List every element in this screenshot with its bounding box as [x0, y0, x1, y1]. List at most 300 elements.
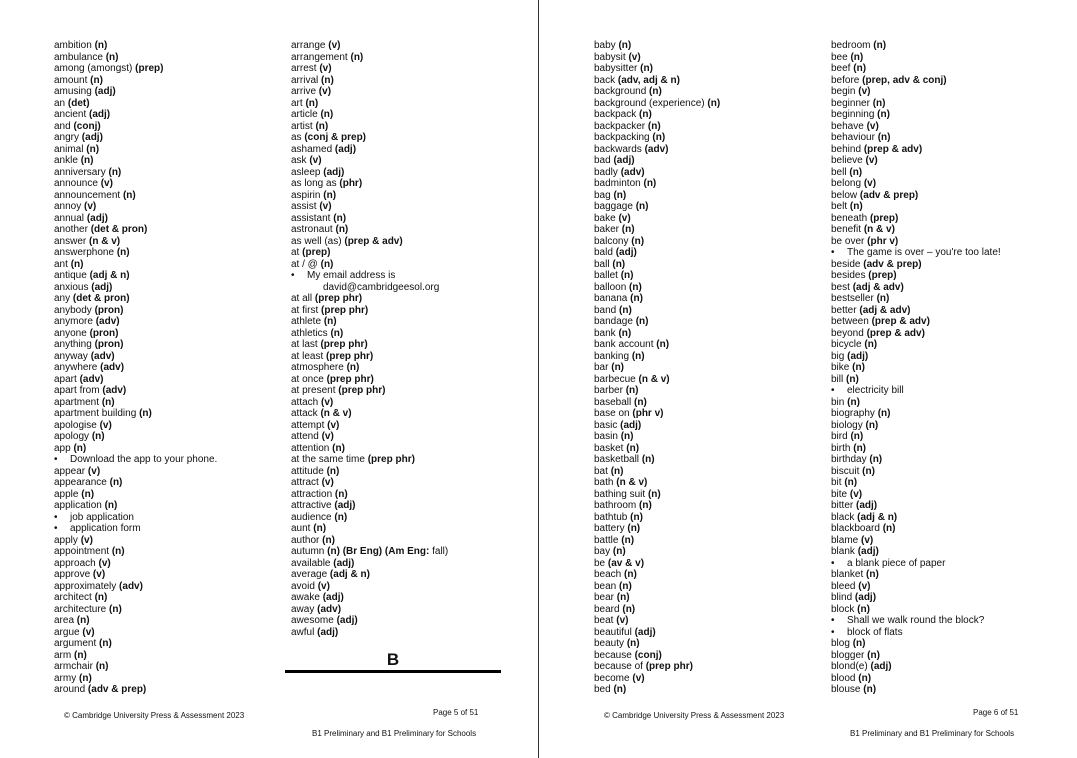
- word-entry: [54, 362, 217, 374]
- headword: at first: [291, 304, 319, 316]
- headword: bath: [594, 477, 614, 488]
- word-entry: [831, 75, 1001, 87]
- part-of-speech: (v): [319, 201, 332, 212]
- part-of-speech: (prep phr): [326, 373, 374, 385]
- headword: ask: [291, 155, 307, 166]
- headword: badminton: [594, 178, 641, 189]
- part-of-speech: (n): [334, 488, 348, 500]
- word-entry: [594, 178, 720, 190]
- word-entry: [54, 466, 217, 478]
- word-entry: [291, 86, 448, 98]
- part-of-speech: (v): [858, 86, 871, 97]
- word-entry: [831, 201, 1001, 213]
- word-entry: [831, 638, 1001, 650]
- example-bullet: • application form: [54, 523, 217, 535]
- part-of-speech: (adj): [634, 626, 656, 638]
- example-bullet: • Download the app to your phone.: [54, 454, 217, 466]
- word-entry: [291, 305, 448, 317]
- headword: armchair: [54, 661, 93, 672]
- part-of-speech: (v): [632, 672, 645, 684]
- word-entry: [594, 500, 720, 512]
- word-entry: [831, 420, 1001, 432]
- part-of-speech: (adj & n): [89, 270, 130, 281]
- headword: bin: [831, 396, 845, 408]
- word-entry: [594, 615, 720, 627]
- word-entry: [54, 581, 217, 593]
- part-of-speech: (n): [619, 580, 632, 592]
- part-of-speech: (v): [318, 86, 332, 97]
- part-of-speech: (n): [857, 603, 870, 615]
- part-of-speech: (v): [98, 557, 111, 569]
- word-entry: [831, 213, 1001, 225]
- part-of-speech: (n): [626, 442, 640, 454]
- headword: athletics: [291, 327, 328, 339]
- part-of-speech: (conj): [73, 120, 101, 132]
- word-entry: [291, 443, 448, 455]
- headword: attack: [291, 408, 318, 419]
- word-entry: [54, 109, 217, 121]
- page-right: [540, 0, 1077, 758]
- word-entry: [831, 167, 1001, 179]
- part-of-speech: (v): [866, 120, 879, 132]
- part-of-speech: (n): [882, 523, 896, 534]
- part-of-speech: (adj): [847, 350, 869, 362]
- headword: astronaut: [291, 224, 333, 235]
- word-entry: [831, 121, 1001, 133]
- headword: application: [54, 500, 102, 511]
- headword: blanket: [831, 569, 864, 580]
- part-of-speech: (prep phr): [367, 454, 415, 465]
- example-bullet: • electricity bill: [831, 385, 1001, 397]
- part-of-speech: (n): [622, 603, 636, 615]
- word-entry: [291, 121, 448, 133]
- part-of-speech: (n): [877, 132, 891, 143]
- headword: bestseller: [831, 293, 874, 304]
- part-of-speech: (n): [321, 74, 334, 86]
- part-of-speech: (v): [99, 419, 112, 431]
- headword: as: [291, 132, 302, 143]
- headword: bike: [831, 362, 850, 373]
- headword: asleep: [291, 166, 321, 178]
- example-continuation: david@cambridgeesol.org: [323, 281, 440, 293]
- word-entry: [291, 558, 448, 570]
- word-entry: [54, 546, 217, 558]
- headword: arrest: [291, 63, 317, 74]
- word-entry: [291, 98, 448, 110]
- headword: battery: [594, 523, 625, 534]
- headword: bank account: [594, 339, 654, 350]
- word-entry: [831, 362, 1001, 374]
- footer-title: B1 Preliminary and B1 Preliminary for Schools: [850, 729, 1015, 738]
- part-of-speech: (prep phr): [338, 385, 386, 396]
- part-of-speech: (v): [100, 178, 113, 189]
- word-entry: [54, 213, 217, 225]
- word-entry: [831, 477, 1001, 489]
- headword: announcement: [54, 189, 121, 201]
- headword: belt: [831, 201, 848, 212]
- part-of-speech: (adv): [119, 580, 143, 592]
- headword: attention: [291, 442, 330, 454]
- page-left: [0, 0, 538, 758]
- part-of-speech: (v): [858, 580, 871, 592]
- headword: beginner: [831, 97, 870, 109]
- part-of-speech: (n): [99, 638, 112, 649]
- part-of-speech: (n): [618, 327, 632, 339]
- word-entry: [291, 178, 448, 190]
- part-of-speech: (n): [90, 74, 103, 86]
- headword: blank: [831, 546, 855, 557]
- word-entry: [831, 523, 1001, 535]
- word-entry: [54, 132, 217, 144]
- headword: appear: [54, 465, 86, 477]
- part-of-speech: (n): [625, 385, 639, 396]
- headword: banana: [594, 293, 628, 304]
- word-entry: [594, 408, 720, 420]
- headword: battle: [594, 534, 619, 546]
- part-of-speech: (n): [635, 316, 649, 327]
- word-entry: [54, 684, 217, 696]
- word-entry: [594, 362, 720, 374]
- part-of-speech: (conj): [634, 649, 662, 661]
- word-entry: [831, 454, 1001, 466]
- footer-copyright: © Cambridge University Press & Assessment 2023: [604, 711, 785, 720]
- part-of-speech: (prep phr): [314, 293, 363, 304]
- word-entry: [291, 397, 448, 409]
- word-entry: [594, 75, 720, 87]
- word-entry: [831, 592, 1001, 604]
- headword: begin: [831, 86, 856, 97]
- word-entry: [54, 167, 217, 179]
- word-entry: [594, 661, 720, 673]
- headword: annoy: [54, 201, 82, 212]
- headword: arrange: [291, 40, 326, 51]
- word-entry: [594, 247, 720, 259]
- part-of-speech: (adv): [90, 350, 115, 362]
- headword: anymore: [54, 316, 93, 327]
- word-entry: [831, 408, 1001, 420]
- word-entry: [831, 86, 1001, 98]
- headword: bee: [831, 51, 848, 63]
- word-entry: [291, 420, 448, 432]
- word-entry: [831, 569, 1001, 581]
- word-entry: [594, 40, 720, 52]
- headword: artist: [291, 120, 313, 132]
- word-entry: [831, 282, 1001, 294]
- part-of-speech: (n): [315, 120, 329, 132]
- word-entry: [291, 316, 448, 328]
- headword: because: [594, 649, 632, 661]
- part-of-speech: (n): [867, 649, 880, 661]
- headword: bat: [594, 465, 608, 477]
- word-entry: [594, 477, 720, 489]
- word-entry: [54, 282, 217, 294]
- part-of-speech: (prep): [302, 247, 331, 258]
- headword: antique: [54, 270, 87, 281]
- headword: as long as: [291, 178, 337, 189]
- part-of-speech: (n) (Br Eng) (Am Eng:: [327, 546, 430, 557]
- headword: behaviour: [831, 132, 875, 143]
- word-entry: [54, 604, 217, 616]
- headword: apart: [54, 373, 77, 385]
- part-of-speech: (adv): [317, 603, 342, 615]
- word-entry: [594, 581, 720, 593]
- word-entry: [594, 523, 720, 535]
- part-of-speech: (prep & adv): [871, 316, 930, 327]
- word-entry: [594, 684, 720, 696]
- headword: below: [831, 189, 858, 201]
- headword: audience: [291, 511, 332, 523]
- part-of-speech: (n): [108, 166, 122, 178]
- headword: biology: [831, 419, 863, 431]
- word-entry: [291, 489, 448, 501]
- headword: assistant: [291, 212, 331, 224]
- example-bullet: • Shall we walk round the block?: [831, 615, 1001, 627]
- part-of-speech: (adj & n): [857, 511, 898, 523]
- part-of-speech: (n): [656, 339, 670, 350]
- headword: amusing: [54, 86, 92, 97]
- part-of-speech: (v): [628, 51, 641, 63]
- word-entry: [594, 374, 720, 386]
- word-entry: [831, 155, 1001, 167]
- part-of-speech: (n): [610, 465, 624, 477]
- part-of-speech: (n): [847, 396, 860, 408]
- part-of-speech: (adj): [334, 500, 356, 511]
- variant-note: fall): [432, 546, 449, 557]
- word-entry: [831, 443, 1001, 455]
- word-entry: [54, 431, 217, 443]
- word-entry: [291, 63, 448, 75]
- headword: blackboard: [831, 523, 880, 534]
- part-of-speech: (n): [853, 442, 867, 454]
- headword: bathtub: [594, 511, 628, 523]
- part-of-speech: (n): [81, 488, 95, 500]
- headword: backpacker: [594, 120, 646, 132]
- part-of-speech: (v): [319, 63, 332, 74]
- word-entry: [291, 592, 448, 604]
- headword: at least: [291, 350, 324, 362]
- headword: beach: [594, 569, 622, 580]
- part-of-speech: (n): [872, 97, 886, 109]
- headword: apologise: [54, 419, 97, 431]
- word-entry: [594, 546, 720, 558]
- headword: basket: [594, 442, 624, 454]
- headword: another: [54, 224, 88, 235]
- word-entry: [594, 63, 720, 75]
- part-of-speech: (n): [613, 684, 627, 695]
- part-of-speech: (n): [101, 396, 115, 408]
- part-of-speech: (v): [327, 419, 340, 431]
- headword: blame: [831, 534, 859, 546]
- headword: beginning: [831, 109, 875, 120]
- part-of-speech: (n & v): [638, 373, 670, 385]
- part-of-speech: (phr): [339, 178, 363, 189]
- word-entry: [54, 75, 217, 87]
- word-entry: [831, 98, 1001, 110]
- headword: balcony: [594, 235, 629, 247]
- part-of-speech: (adj): [854, 592, 877, 603]
- headword: bleed: [831, 580, 856, 592]
- word-entry: [54, 385, 217, 397]
- word-entry: [291, 466, 448, 478]
- part-of-speech: (phr v): [632, 408, 664, 419]
- part-of-speech: (n): [846, 373, 859, 385]
- word-entry: [54, 615, 217, 627]
- word-entry: [831, 52, 1001, 64]
- part-of-speech: (n): [631, 350, 645, 362]
- word-entry: [594, 190, 720, 202]
- part-of-speech: (n): [849, 201, 863, 212]
- part-of-speech: (adj): [333, 557, 355, 569]
- headword: apple: [54, 488, 79, 500]
- headword: awake: [291, 592, 320, 603]
- word-entry: [594, 466, 720, 478]
- word-entry: [831, 397, 1001, 409]
- headword: argument: [54, 638, 97, 649]
- word-entry: [594, 489, 720, 501]
- word-entry: [54, 627, 217, 639]
- word-entry: [594, 638, 720, 650]
- word-entry: [291, 454, 448, 466]
- headword: approximately: [54, 580, 117, 592]
- word-entry: [291, 512, 448, 524]
- part-of-speech: (n): [864, 339, 878, 350]
- part-of-speech: (n): [635, 201, 649, 212]
- part-of-speech: (adv & prep): [859, 189, 919, 201]
- word-entry: [594, 293, 720, 305]
- word-entry: [831, 293, 1001, 305]
- word-entry: [291, 339, 448, 351]
- part-of-speech: (v): [80, 534, 93, 546]
- headword: awesome: [291, 615, 334, 626]
- headword: app: [54, 442, 71, 454]
- word-entry: [831, 500, 1001, 512]
- part-of-speech: (prep phr): [320, 339, 368, 350]
- page-divider: [538, 0, 539, 758]
- word-entry: [54, 224, 217, 236]
- word-entry: [291, 167, 448, 179]
- word-entry: [594, 282, 720, 294]
- part-of-speech: (pron): [89, 327, 119, 339]
- word-entry: [54, 477, 217, 489]
- part-of-speech: (n): [323, 316, 337, 327]
- part-of-speech: (n & v): [863, 224, 895, 235]
- word-entry: [54, 558, 217, 570]
- word-entry: [594, 224, 720, 236]
- part-of-speech: (n): [620, 270, 634, 281]
- word-entry: [54, 293, 217, 305]
- headword: arrive: [291, 86, 317, 97]
- headword: attend: [291, 431, 319, 442]
- headword: anywhere: [54, 362, 98, 373]
- word-entry: [291, 224, 448, 236]
- headword: biscuit: [831, 465, 860, 477]
- headword: arrangement: [291, 51, 348, 63]
- part-of-speech: (n): [76, 615, 90, 626]
- headword: basin: [594, 431, 618, 442]
- part-of-speech: (n): [877, 109, 890, 120]
- word-entry: [54, 673, 217, 685]
- headword: autumn: [291, 546, 325, 557]
- part-of-speech: (n): [139, 408, 152, 419]
- word-entry: [54, 178, 217, 190]
- part-of-speech: (v): [84, 201, 97, 212]
- headword: bear: [594, 592, 615, 603]
- headword: blind: [831, 592, 853, 603]
- part-of-speech: (n): [74, 649, 87, 661]
- word-entry: [831, 328, 1001, 340]
- word-entry: [54, 500, 217, 512]
- part-of-speech: (n): [105, 51, 119, 63]
- word-entry: [291, 52, 448, 64]
- word-entry: [594, 558, 720, 570]
- headword: backwards: [594, 143, 642, 155]
- word-entry: [54, 443, 217, 455]
- part-of-speech: (prep): [869, 212, 899, 224]
- word-entry: [291, 385, 448, 397]
- word-entry: [594, 454, 720, 466]
- headword: baggage: [594, 201, 633, 212]
- word-entry: [831, 190, 1001, 202]
- footer-page-number: Page 6 of 51: [973, 708, 1019, 717]
- part-of-speech: (n): [86, 143, 100, 155]
- headword: bank: [594, 327, 616, 339]
- word-entry: [831, 109, 1001, 121]
- word-entry: [831, 661, 1001, 673]
- headword: available: [291, 557, 331, 569]
- part-of-speech: (n): [624, 569, 637, 580]
- part-of-speech: (adj): [856, 500, 878, 511]
- headword: back: [594, 74, 616, 86]
- part-of-speech: (adv): [100, 362, 125, 373]
- headword: ambition: [54, 40, 92, 51]
- word-entry: [594, 569, 720, 581]
- part-of-speech: (v): [321, 431, 334, 442]
- headword: black: [831, 511, 855, 523]
- word-entry: [594, 259, 720, 271]
- word-entry: [831, 546, 1001, 558]
- headword: beautiful: [594, 626, 632, 638]
- part-of-speech: (adj & n): [329, 569, 370, 580]
- part-of-speech: (prep phr): [321, 304, 369, 316]
- headword: anyone: [54, 327, 87, 339]
- headword: ankle: [54, 155, 78, 166]
- part-of-speech: (n): [346, 362, 360, 373]
- part-of-speech: (n): [647, 488, 661, 500]
- headword: basic: [594, 419, 618, 431]
- part-of-speech: (adv): [620, 166, 645, 178]
- part-of-speech: (adj): [317, 626, 339, 638]
- part-of-speech: (adv): [102, 385, 127, 396]
- headword: approve: [54, 569, 91, 580]
- word-entry: [594, 270, 720, 282]
- headword: biography: [831, 408, 875, 419]
- headword: blouse: [831, 684, 861, 695]
- headword: backpacking: [594, 132, 650, 143]
- word-entry: [54, 569, 217, 581]
- part-of-speech: (n): [866, 569, 879, 580]
- word-entry: [594, 86, 720, 98]
- part-of-speech: (n & v): [616, 477, 648, 488]
- word-entry: [831, 305, 1001, 317]
- word-entry: [54, 489, 217, 501]
- part-of-speech: (n): [634, 396, 647, 408]
- headword: attempt: [291, 419, 325, 431]
- headword: block: [831, 603, 855, 615]
- word-entry: [594, 316, 720, 328]
- word-entry: [291, 523, 448, 535]
- part-of-speech: (n): [876, 293, 890, 304]
- word-entry: [594, 397, 720, 409]
